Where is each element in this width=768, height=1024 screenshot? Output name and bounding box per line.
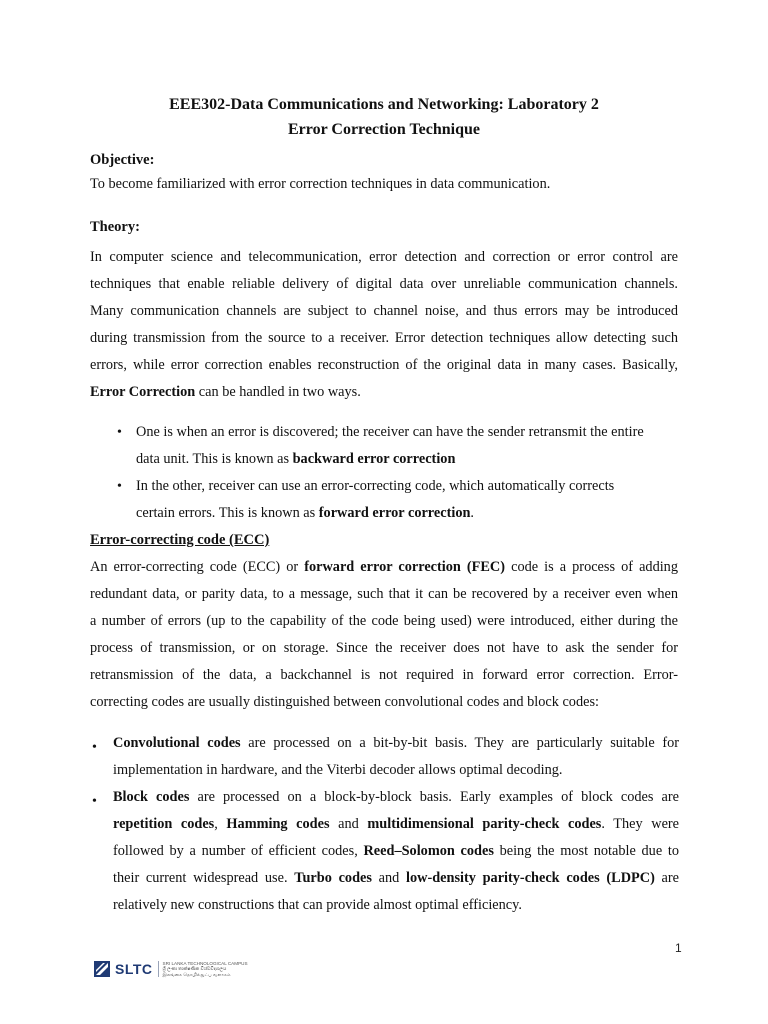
bullet-glyph: • (117, 425, 122, 440)
bold-term: Block codes (113, 789, 190, 805)
objective-heading: Objective: (90, 152, 155, 168)
text-run: . (470, 505, 474, 521)
bullet-line (113, 838, 679, 865)
text-run: their current widespread use. (113, 870, 295, 886)
bold-term: repetition codes (113, 816, 215, 832)
logo-wordmark: SLTC (115, 961, 153, 977)
theory-line: during transmission from the source to a receiver. Error detection techniques allow detecting such (90, 330, 678, 346)
theory-line (90, 379, 678, 406)
sltc-mark-icon (94, 961, 110, 977)
text-run: and (329, 816, 368, 832)
bold-term: Turbo codes (294, 870, 372, 886)
bold-term: multidimensional parity-check codes (367, 816, 602, 832)
bullet-line: One is when an error is discovered; the receiver can have the sender retransmit the entire (136, 424, 644, 440)
theory-heading: Theory: (90, 219, 140, 235)
bullet-line (113, 784, 679, 811)
list-item (136, 473, 672, 527)
bullet-line (136, 500, 672, 527)
bold-term: forward error correction (FEC) (304, 559, 506, 575)
bullet-line (113, 730, 679, 757)
ecc-line: a number of errors (up to the capability of the code being used) were introduced, either during the (90, 613, 678, 629)
bold-term: Error Correction (90, 384, 196, 400)
text-run: followed by a number of efficient codes, (113, 843, 364, 859)
list-item-convolutional (113, 730, 679, 784)
bold-term: Convolutional codes (113, 735, 241, 751)
text-run: data unit. This is known as (136, 451, 293, 467)
text-run: An error-correcting code (ECC) or (90, 559, 305, 575)
logo-subtitle-line: ශ්‍රී ලංකා තාක්ෂණික විශ්වවිද්‍යාලය (162, 966, 227, 972)
theory-paragraph (90, 244, 678, 406)
text-run: can be handled in two ways. (195, 384, 361, 400)
ecc-paragraph (90, 554, 678, 716)
bold-term: low-density parity-check codes (LDPC) (406, 870, 655, 886)
bullet-line: In the other, receiver can use an error-correcting code, which automatically corrects (136, 478, 615, 494)
text-run: , (214, 816, 227, 832)
logo-subtitle-line: SRI LANKA TECHNOLOGICAL CAMPUS (162, 960, 248, 966)
ecc-line (90, 554, 678, 581)
theory-line: errors, while error correction enables reconstruction of the original data in many cases. Basically, (90, 357, 678, 373)
bold-term: Hamming codes (226, 816, 330, 832)
ecc-line: correcting codes are usually distinguished between convolutional codes and block codes: (90, 694, 599, 710)
bullet-glyph: • (117, 479, 122, 494)
list-item-block (113, 784, 679, 919)
theory-line: techniques that enable reliable delivery of digital data over unreliable communication channels. (90, 276, 678, 292)
text-run: code is a process of adding (505, 559, 678, 575)
bullet-line (113, 811, 679, 838)
theory-line: Many communication channels are subject to channel noise, and thus errors may be introduced (90, 303, 678, 319)
bullet-glyph: • (92, 740, 97, 755)
text-run: certain errors. This is known as (136, 505, 319, 521)
list-item (136, 419, 672, 473)
text-run: and (371, 870, 406, 886)
bullet-line: implementation in hardware, and the Viterbi decoder allows optimal decoding. (113, 762, 563, 778)
bullet-line (136, 446, 672, 473)
bold-term: Reed–Solomon codes (363, 843, 494, 859)
ecc-line: process of transmission, or on storage. Since the receiver does not have to ask the sender for (90, 640, 678, 656)
bullet-line: relatively new constructions that can provide almost optimal efficiency. (113, 897, 522, 913)
sltc-logo (94, 958, 248, 980)
logo-subtitle-line: இலங்கை தொழில்நுட்ப வளாகம் (162, 971, 231, 977)
text-run: . They were (601, 816, 680, 832)
page-number: 1 (675, 941, 682, 955)
bullet-glyph: • (92, 794, 97, 809)
bullet-line (113, 865, 679, 892)
text-run: are (654, 870, 680, 886)
text-run: are processed on a bit-by-bit basis. They are particularly suitable for (240, 735, 679, 751)
bold-term: forward error correction (318, 505, 471, 521)
ecc-line: retransmission of the data, a backchannel is not required in forward error correction. Error- (90, 667, 678, 683)
theory-line: In computer science and telecommunication, error detection and correction or error control are (90, 249, 678, 265)
text-run: are processed on a block-by-block basis. Early examples of block codes are (189, 789, 680, 805)
document-title: EEE302-Data Communications and Networking: Laboratory 2 (169, 96, 599, 113)
objective-text: To become familiarized with error correction techniques in data communication. (90, 176, 551, 192)
ecc-line: redundant data, or parity data, to a message, such that it can be recovered by a receiver even when (90, 586, 678, 602)
logo-subtitle (158, 961, 248, 977)
bold-term: backward error correction (292, 451, 456, 467)
document-subtitle: Error Correction Technique (288, 121, 480, 138)
text-run: being the most notable due to (493, 843, 679, 859)
ecc-heading: Error-correcting code (ECC) (90, 532, 270, 548)
